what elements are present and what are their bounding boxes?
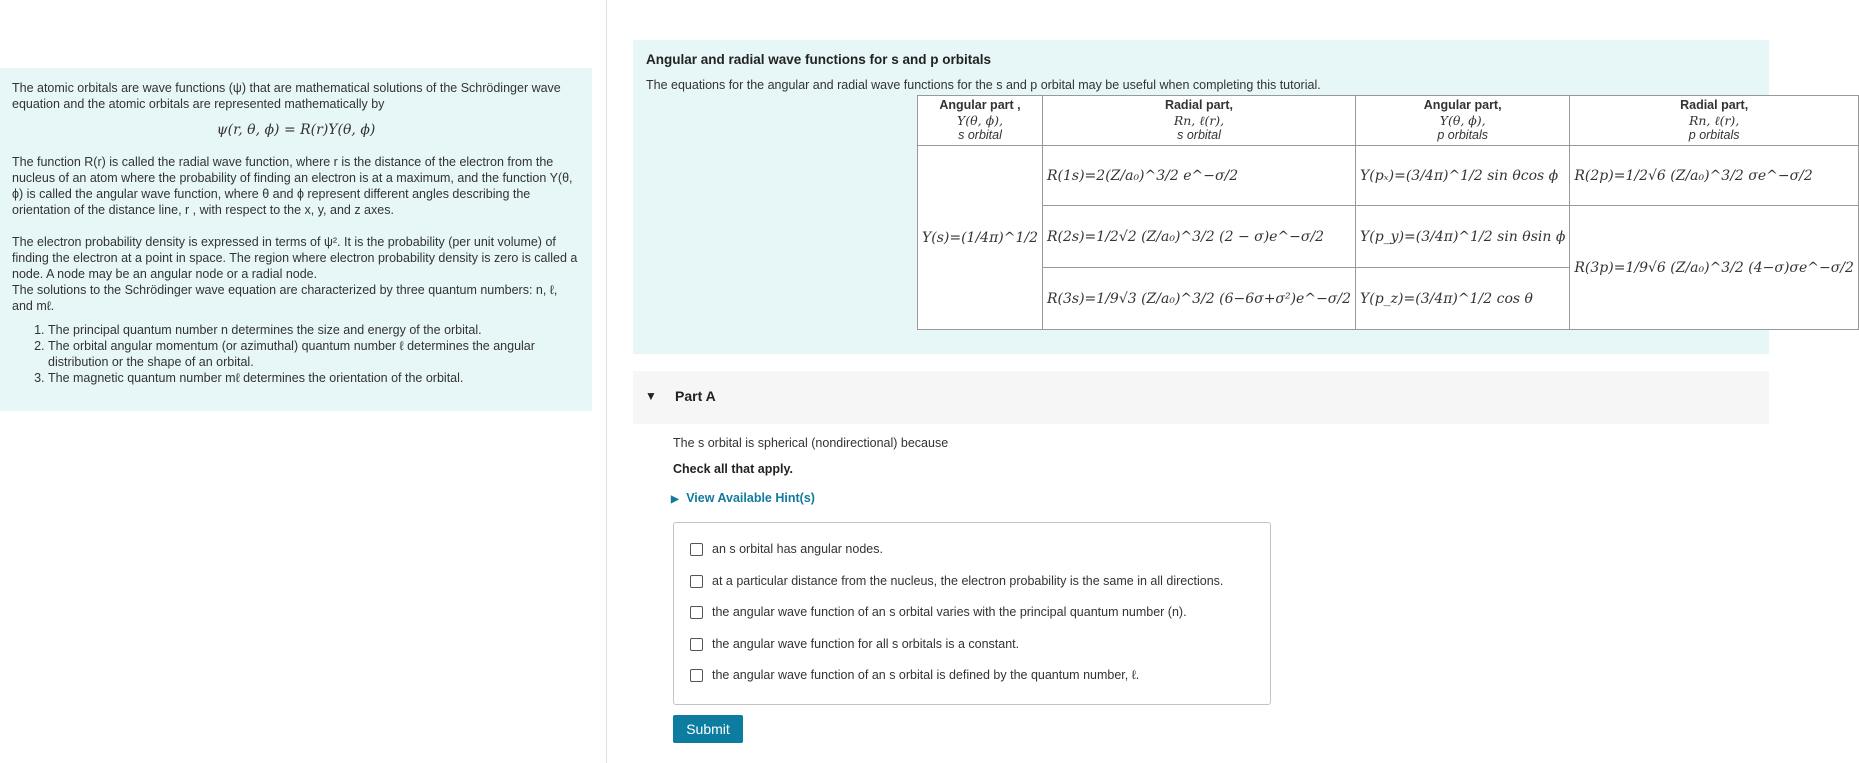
header-angular-p: Angular part, Y(θ, ϕ), p orbitals <box>1356 96 1570 146</box>
answer-option-3[interactable]: the angular wave function of an s orbital varies with the principal quantum number (n). <box>690 605 1187 619</box>
wave-functions-box <box>633 40 1854 354</box>
answer-option-2[interactable]: at a particular distance from the nucleus, the electron probability is the same in all directions. <box>690 574 1223 588</box>
cell-Ypx: Y(pₓ)=(3/4π)^1/2 sin θcos ϕ <box>1356 146 1570 206</box>
answer-options <box>673 522 1271 705</box>
quantum-numbers-list <box>12 322 580 386</box>
cell-Ys: Y(s)=(1/4π)^1/2 <box>918 146 1043 330</box>
answer-option-5[interactable]: the angular wave function of an s orbital is defined by the quantum number, ℓ. <box>690 668 1139 682</box>
cell-R3s: R(3s)=1/9√3 (Z/a₀)^3/2 (6−6σ+σ²)e^−σ/2 <box>1043 268 1356 330</box>
caret-right-icon: ▶ <box>671 494 679 505</box>
intro-paragraph-1: The atomic orbitals are wave functions (ψ) that are mathematical solutions of the Schrödinger wave equation and the atomic orbitals are represented mathematically by <box>12 81 561 111</box>
submit-button[interactable]: Submit <box>673 715 743 743</box>
list-item: 3. The magnetic quantum number mℓ determines the orientation of the orbital. <box>48 370 580 386</box>
checkbox[interactable] <box>690 543 703 556</box>
part-a-header[interactable] <box>633 371 1769 424</box>
table-row <box>918 206 1859 268</box>
intro-panel <box>0 68 592 411</box>
section-subtitle: The equations for the angular and radial wave functions for the s and p orbital may be useful when completing this tutorial. <box>646 78 1321 92</box>
intro-paragraph-2: The function R(r) is called the radial wave function, where r is the distance of the electron from the nucleus of an atom where the probability of finding an electron is at a maximum, and the function Y(θ, ϕ) is called the angular wave function, where θ and ϕ represent different angles describing the orientation of the distance line, r , with respect to the x, y, and z axes. <box>12 155 573 217</box>
header-radial-p: Radial part, Rn, ℓ(r), p orbitals <box>1570 96 1859 146</box>
wavefunction-equation: ψ(r, θ, ϕ) = R(r)Y(θ, ϕ) <box>216 122 376 138</box>
list-item: 2. The orbital angular momentum (or azimuthal) quantum number ℓ determines the angular distribution or the shape of an orbital. <box>48 338 580 370</box>
checkbox[interactable] <box>690 575 703 588</box>
intro-paragraph-4: The solutions to the Schrödinger wave equation are characterized by three quantum numbers: n, ℓ, and mℓ. <box>12 283 558 313</box>
table-row <box>918 146 1859 206</box>
header-angular-s: Angular part , Y(θ, ϕ), s orbital <box>918 96 1043 146</box>
instruction-text: Check all that apply. <box>673 462 793 476</box>
cell-Ypz: Y(p_z)=(3/4π)^1/2 cos θ <box>1356 268 1570 330</box>
intro-paragraph-3: The electron probability density is expressed in terms of ψ². It is the probability (per unit volume) of finding the electron at a point in space. The region where electron probability density is zero is called a node. A node may be an angular node or a radial node. <box>12 235 578 281</box>
view-hints-link[interactable]: ▶ View Available Hint(s) <box>671 491 815 505</box>
cell-R2p: R(2p)=1/2√6 (Z/a₀)^3/2 σe^−σ/2 <box>1570 146 1859 206</box>
checkbox[interactable] <box>690 606 703 619</box>
answer-option-4[interactable]: the angular wave function for all s orbitals is a constant. <box>690 637 1019 651</box>
checkbox[interactable] <box>690 669 703 682</box>
cell-R2s: R(2s)=1/2√2 (Z/a₀)^3/2 (2 − σ)e^−σ/2 <box>1043 206 1356 268</box>
cell-R3p: R(3p)=1/9√6 (Z/a₀)^3/2 (4−σ)σe^−σ/2 <box>1570 206 1859 330</box>
header-radial-s: Radial part, Rn, ℓ(r), s orbital <box>1043 96 1356 146</box>
table-header-row <box>918 96 1859 146</box>
answer-option-1[interactable]: an s orbital has angular nodes. <box>690 542 883 556</box>
cell-Ypy: Y(p_y)=(3/4π)^1/2 sin θsin ϕ <box>1356 206 1570 268</box>
cell-R1s: R(1s)=2(Z/a₀)^3/2 e^−σ/2 <box>1043 146 1356 206</box>
list-item: 1. The principal quantum number n determines the size and energy of the orbital. <box>48 322 580 338</box>
question-text: The s orbital is spherical (nondirectional) because <box>673 436 949 450</box>
wave-functions-table <box>917 95 1859 330</box>
checkbox[interactable] <box>690 638 703 651</box>
caret-down-icon[interactable]: ▼ <box>645 389 657 403</box>
section-title: Angular and radial wave functions for s and p orbitals <box>646 52 992 67</box>
part-a-label: Part A <box>675 388 716 404</box>
column-divider <box>606 0 607 763</box>
